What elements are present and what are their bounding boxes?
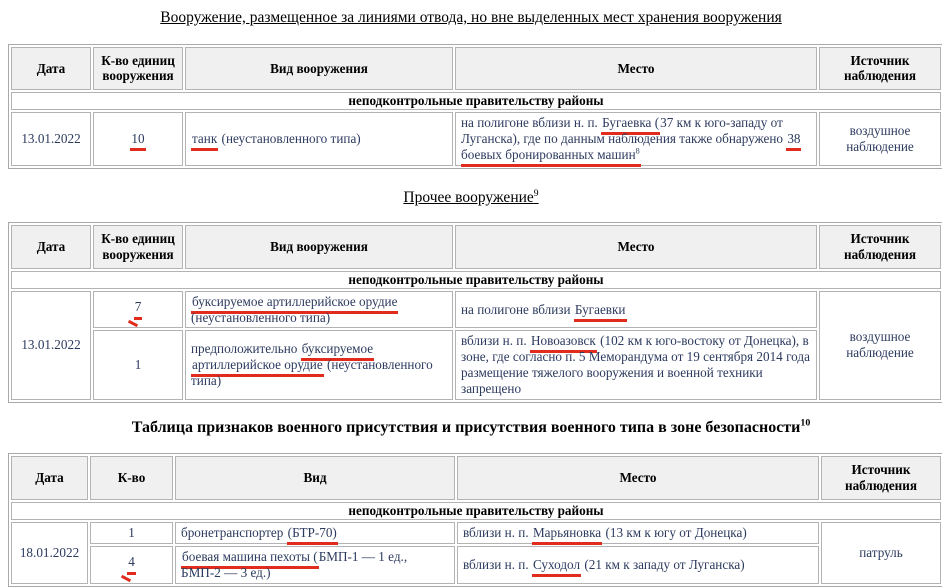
table-cell [457, 546, 819, 584]
column-header: Место [455, 225, 817, 269]
section-title [8, 418, 934, 438]
section-title-text: Вооружение, размещенное за линиями отвода, но вне выделенных мест хранения вооружения [160, 9, 782, 26]
column-header: Дата [11, 456, 88, 500]
section-title [8, 9, 934, 28]
table-cell [821, 522, 941, 584]
table-cell [455, 112, 817, 166]
text-segment: 13.01.2022 [21, 337, 81, 353]
table-cell [185, 291, 453, 329]
red-underline-annotation: буксируемое [301, 341, 374, 361]
text-segment: (неустановленного типа) [191, 309, 331, 325]
red-underline-annotation: боевая машина пехоты ( [181, 549, 319, 569]
red-underline-annotation: Бугаевка ( [601, 115, 660, 135]
header-row [11, 225, 941, 269]
section-military-presence [8, 418, 934, 587]
text-segment: на полигоне вблизи [461, 301, 574, 317]
text-segment: бронетранспортер [181, 524, 287, 540]
subheader-row [11, 92, 941, 110]
section-title [8, 189, 934, 208]
text-segment: воздушное наблюдение [846, 123, 914, 154]
column-header: К-во [90, 456, 173, 500]
footnote-ref: 10 [800, 417, 811, 429]
column-header: Место [457, 456, 819, 500]
subheader-row [11, 271, 941, 289]
table-cell [90, 546, 173, 584]
text-segment: вблизи н. п. [461, 333, 530, 349]
red-underline-annotation: 4 [127, 554, 136, 575]
subheader-row [11, 502, 941, 520]
table-cell [455, 291, 817, 329]
table-cell [819, 291, 941, 400]
text-segment: патруль [859, 544, 903, 560]
table-cell [93, 330, 183, 399]
table-cell [93, 112, 183, 166]
section-other-weapons [8, 189, 934, 403]
column-header: Дата [11, 225, 91, 269]
column-header: Дата [11, 47, 91, 91]
text-segment: (13 км к югу от Донецка) [602, 524, 747, 540]
weapons-beyond-withdrawal-lines-table [8, 44, 942, 169]
footnote-ref: 8 [635, 146, 640, 156]
text-segment: 1 [128, 524, 135, 540]
table-row [11, 522, 941, 544]
red-underline-annotation: Новоазовск [530, 333, 597, 353]
text-segment: на полигоне вблизи н. п. [461, 115, 602, 131]
red-underline-annotation: буксируемое артиллерийское орудие [191, 294, 398, 314]
header-row [11, 456, 941, 500]
table-cell [175, 522, 455, 544]
text-segment: вблизи н. п. [463, 524, 532, 540]
red-underline-annotation: Бугаевки [574, 302, 627, 322]
column-header: Место [455, 47, 817, 91]
red-underline-annotation: Суходол [532, 557, 581, 577]
table-cell [185, 112, 453, 166]
subheader-cell: неподконтрольные правительству районы [11, 502, 941, 520]
table-row [11, 330, 941, 399]
red-underline-annotation: 38 боевых бронированных машин$^8$ [461, 131, 801, 167]
text-segment: 18.01.2022 [19, 544, 80, 560]
table-cell [90, 522, 173, 544]
text-segment: (102 км к юго-востоку от Донецка), в зоне, где согласно п. 5 Меморандума от 19 сентября 2014 года размещение тяжелого вооружения и военной техники запрещено [461, 333, 810, 396]
text-segment: 13.01.2022 [21, 130, 81, 146]
table-row [11, 291, 941, 329]
text-segment: 1 [134, 357, 142, 373]
table-cell [457, 522, 819, 544]
section-withdrawn-weapons [8, 9, 934, 169]
column-header: Источник наблюдения [819, 225, 941, 269]
table-row [11, 112, 941, 166]
table-cell [11, 112, 91, 166]
red-underline-annotation: Марьяновка [532, 525, 602, 545]
text-segment: БМП-1 — 1 ед., [318, 548, 408, 564]
table-cell [175, 546, 455, 584]
text-segment: (21 км к западу от Луганска) [581, 556, 745, 572]
red-underline-annotation: (БТР-70) [287, 525, 338, 545]
subheader-cell: неподконтрольные правительству районы [11, 92, 941, 110]
column-header: Источник наблюдения [819, 47, 941, 91]
table-cell [93, 291, 183, 329]
section-title-text: Прочее вооружение$^9$ [403, 187, 539, 206]
column-header: К-во единиц вооружения [93, 225, 183, 269]
military-presence-table [8, 453, 942, 586]
other-weapons-table [8, 222, 942, 403]
text-segment: БМП-2 — 3 ед.) [181, 564, 271, 580]
section-title-text: Таблица признаков военного присутствия и присутствия военного типа в зоне безопасности$^{10}$ [131, 417, 811, 436]
text-segment: (неустановленного типа) [218, 130, 361, 146]
table-row [11, 546, 941, 584]
table-cell [185, 330, 453, 399]
table-cell [819, 112, 941, 166]
footnote-ref: 9 [533, 187, 539, 199]
red-underline-annotation: 10 [130, 131, 145, 151]
column-header: Вид вооружения [185, 225, 453, 269]
text-segment: воздушное наблюдение [846, 329, 914, 361]
red-underline-annotation: артиллерийское орудие [191, 357, 324, 377]
column-header: К-во единиц вооружения [93, 47, 183, 91]
column-header: Вид вооружения [185, 47, 453, 91]
red-underline-annotation: танк [191, 131, 218, 151]
text-segment: предположительно [191, 341, 301, 357]
table-cell [11, 291, 91, 400]
column-header: Источник наблюдения [821, 456, 941, 500]
column-header: Вид [175, 456, 455, 500]
table-cell [455, 330, 817, 399]
header-row [11, 47, 941, 91]
table-cell [11, 522, 88, 584]
subheader-cell: неподконтрольные правительству районы [11, 271, 941, 289]
text-segment: вблизи н. п. [463, 556, 532, 572]
text-segment: 37 км к юго-западу от Луганска), где по данным наблюдения также обнаружено [461, 115, 787, 146]
text-segment: (неустановленного типа) [191, 357, 433, 389]
red-underline-annotation: 7 [134, 299, 143, 320]
